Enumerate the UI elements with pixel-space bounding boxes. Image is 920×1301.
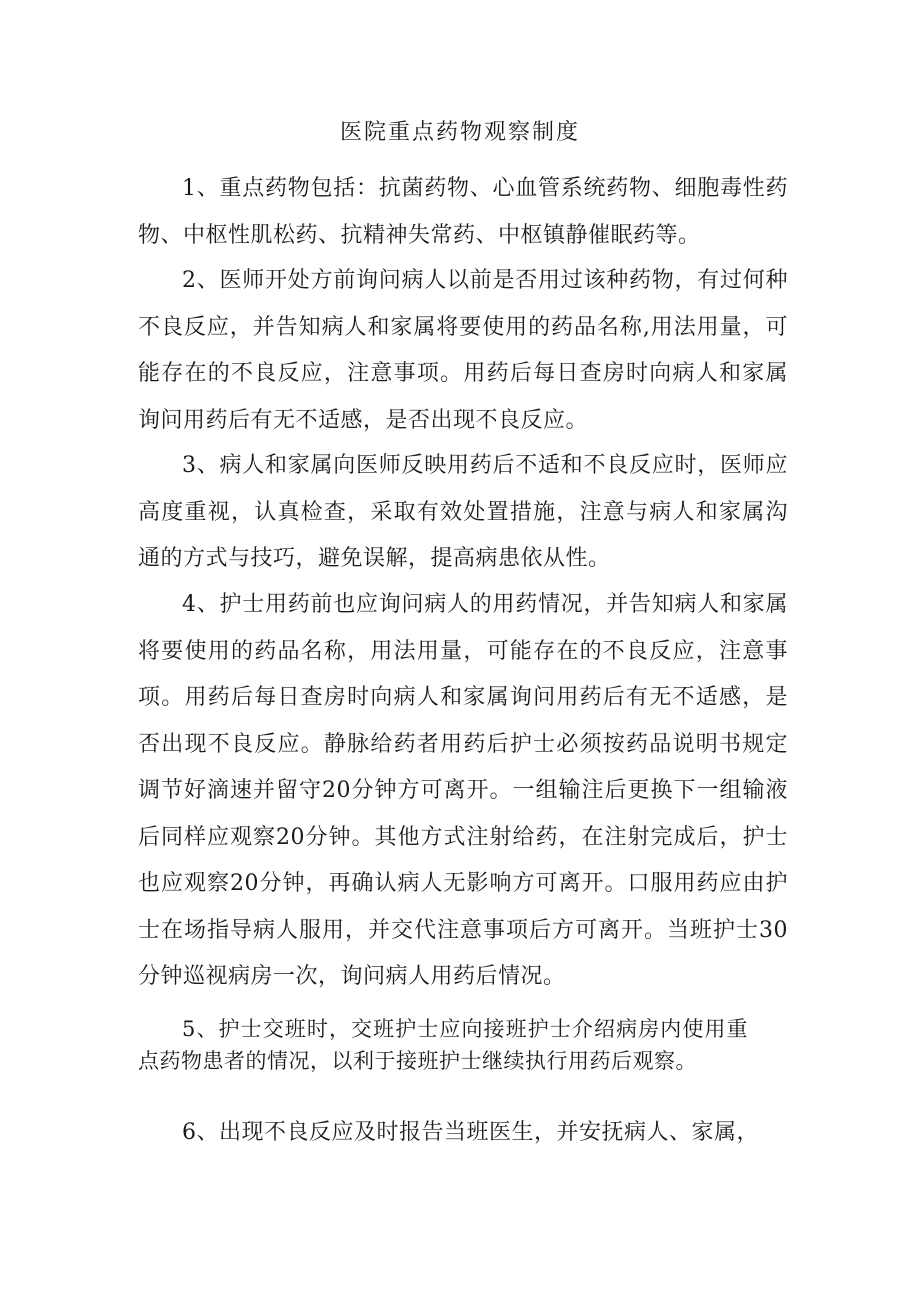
paragraph-2: 2、医师开处方前询问病人以前是否用过该种药物，有过何种不良反应，并告知病人和家属将要使用的药品名称,用法用量，可能存在的不良反应，注意事项。用药后每日查房时向病人和家属询问用药后有无不适感，是否出现不良反应。: [138, 268, 788, 433]
document-title: 医院重点药物观察制度: [339, 120, 580, 145]
paragraph-1: 1、重点药物包括：抗菌药物、心血管系统药物、细胞毒性药物、中枢性肌松药、抗精神失常药、中枢镇静催眠药等。: [138, 176, 788, 248]
paragraph-4: 4、护士用药前也应询问病人的用药情况，并告知病人和家属将要使用的药品名称，用法用量，可能存在的不良反应，注意事项。用药后每日查房时向病人和家属询问用药后有无不适感，是否出现不良反应。静脉给药者用药后护士必须按药品说明书规定调节好滴速并留守20分钟方可离开。一组输注后更换下一组输液后同样应观察20分钟。其他方式注射给药，在注射完成后，护士也应观察20分钟，再确认病人无影响方可离开。口服用药应由护士在场指导病人服用，并交代注意事项后方可离开。当班护士30分钟巡视病房一次，询问病人用药后情况。: [138, 592, 788, 989]
paragraph-3: 3、病人和家属向医师反映用药后不适和不良反应时，医师应高度重视，认真检查，采取有效处置措施，注意与病人和家属沟通的方式与技巧，避免误解，提高病患依从性。: [138, 453, 788, 571]
paragraph-5: 5、护士交班时，交班护士应向接班护士介绍病房内使用重点药物患者的情况，以利于接班护士继续执行用药后观察。: [138, 1017, 748, 1073]
paragraph-6: 6、出现不良反应及时报告当班医生，并安抚病人、家属，: [182, 1120, 759, 1145]
